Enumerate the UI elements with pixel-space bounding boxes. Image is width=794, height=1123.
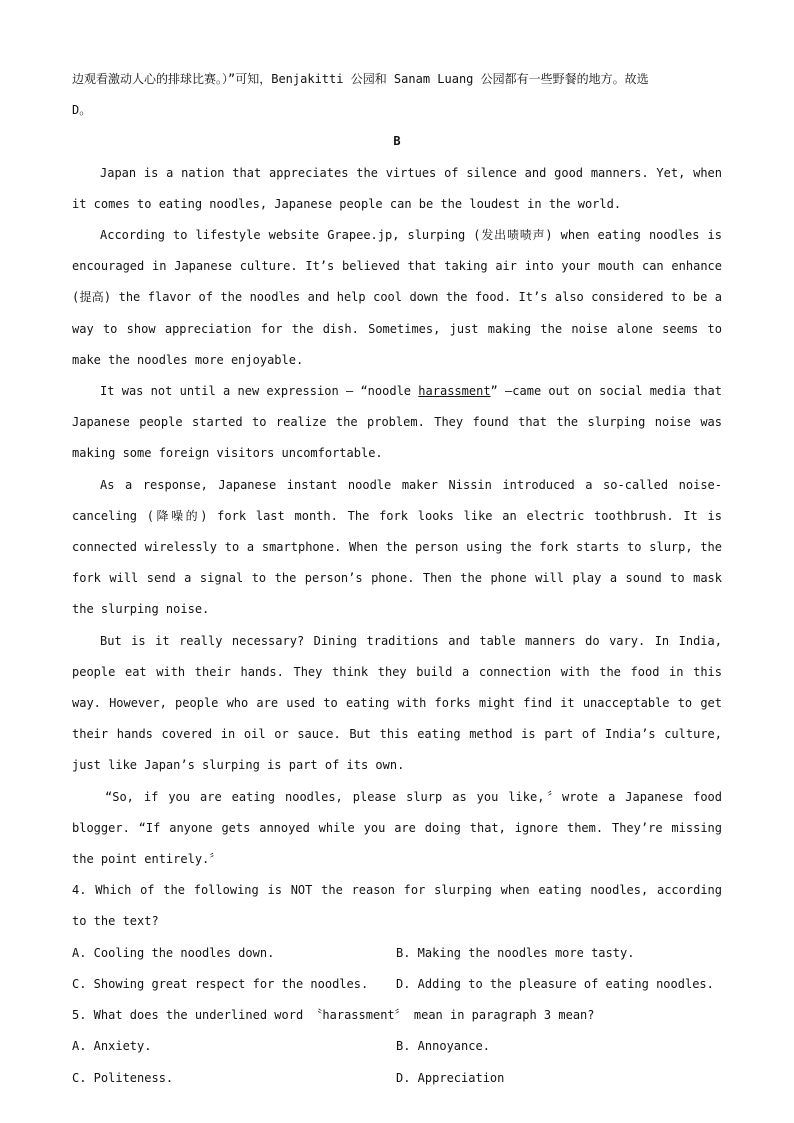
question-5-options-row-2 — [72, 1063, 722, 1094]
question-4-options-row-1 — [72, 938, 722, 969]
question-5-options-row-1 — [72, 1031, 722, 1062]
paragraph-1: Japan is a nation that appreciates the virtues of silence and good manners. Yet, when it comes to eating noodles, Japanese people can be the loudest in the world. — [72, 165, 722, 211]
paragraph-3-start: It was not until a new expression — “noodle — [100, 384, 419, 399]
paragraph-4: As a response, Japanese instant noodle maker Nissin introduced a so-called noise-canceling (降噪的) fork last month. The fork looks like an electric toothbrush. It is connected wirelessly to a smartphone. When the person using the fork starts to slurp, the fork will send a signal to the person’s phone. Then the phone will play a sound to mask the slurping noise. — [72, 477, 722, 617]
intro-line-1: 边观看激动人心的排球比赛。）”可知，Benjakitti 公园和 Sanam Luang 公园都有一些野餐的地方。故选 — [72, 72, 649, 86]
question-4-option-a: A. Cooling the noodles down. — [72, 945, 275, 960]
paragraph-3-end: ” —came out on social media that Japanese people started to realize the problem. They found that the slurping noise was making some foreign visitors uncomfortable. — [72, 384, 723, 461]
question-5-option-a: A. Anxiety. — [72, 1039, 152, 1054]
question-5-option-c: C. Politeness. — [72, 1070, 174, 1085]
document-page — [72, 64, 722, 1094]
underlined-word-harassment: harassment — [418, 384, 491, 399]
section-title: B — [393, 134, 401, 149]
question-5-option-b: B. Annoyance. — [396, 1039, 490, 1054]
question-4-option-b: B. Making the noodles more tasty. — [396, 945, 635, 960]
paragraph-2: According to lifestyle website Grapee.jp, slurping (发出啧啧声) when eating noodles is encouraged in Japanese culture. It’s believed that taking air into your mouth can enhance (提高) the flavor of the noodles and help cool down the food. It’s also considered to be a way to show appreciation for the dish. Sometimes, just making the noise alone seems to make the noodles more enjoyable. — [72, 228, 722, 367]
paragraph-6: “So, if you are eating noodles, please slurp as you like,〞wrote a Japanese food blogger. “If anyone gets annoyed while you are doing that, ignore them. They’re missing the point entirely.〞 — [72, 789, 722, 867]
paragraph-3 — [72, 376, 722, 470]
paragraph-5: But is it really necessary? Dining traditions and table manners do vary. In India, people eat with their hands. They think they build a connection with the food in this way. However, people who are used to eating with forks might find it unacceptable to get their hands covered in oil or sauce. But this eating method is part of India’s culture, just like Japan’s slurping is part of its own. — [72, 633, 722, 773]
question-5-option-d: D. Appreciation — [396, 1070, 505, 1085]
question-4-stem: 4. Which of the following is NOT the reason for slurping when eating noodles, according to the text? — [72, 883, 722, 929]
question-5-stem: 5. What does the underlined word 〝harassment〞 mean in paragraph 3 mean? — [72, 1008, 595, 1023]
intro-line-2: D。 — [72, 103, 92, 118]
question-4-option-c: C. Showing great respect for the noodles. — [72, 976, 369, 991]
question-4-options-row-2 — [72, 969, 722, 1000]
question-4-option-d: D. Adding to the pleasure of eating noodles. — [396, 976, 714, 991]
